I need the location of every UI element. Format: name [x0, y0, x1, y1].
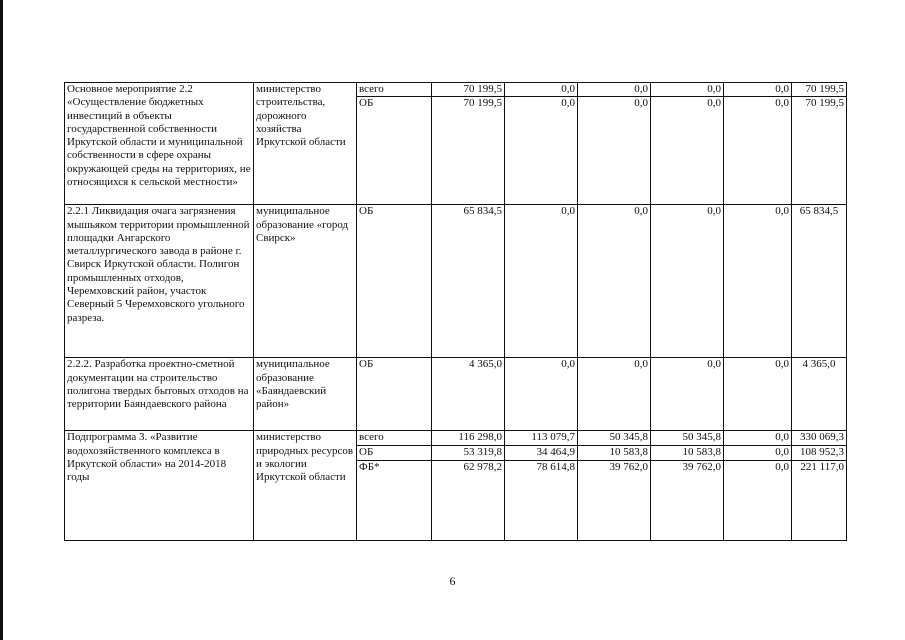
table-row: [65, 83, 847, 97]
value-cell: 50 345,8: [578, 431, 651, 445]
value-cell: 53 319,8: [432, 445, 505, 460]
value-cell: 34 464,9: [505, 445, 578, 460]
description-cell: 2.2.1 Ликвидация очага загрязнения мышьяком территории промышленной площадки Ангарского металлургического завода в районе г. Свирск Иркутской области. Полигон промышленных отходов, Черемховский район, участок Северный 5 Черемховского угольного разреза.: [65, 205, 254, 358]
value-cell: 70 199,5: [432, 83, 505, 97]
table-row: [65, 358, 847, 431]
budget-table: [64, 82, 847, 541]
value-cell: 116 298,0: [432, 431, 505, 445]
value-cell: 78 614,8: [505, 460, 578, 540]
value-cell: 0,0: [651, 358, 724, 431]
value-cell: 0,0: [724, 358, 792, 431]
funding-source-cell: ОБ: [357, 358, 432, 431]
value-cell: 4 365,0: [432, 358, 505, 431]
executor-cell: муниципальное образование «город Свирск»: [254, 205, 357, 358]
total-cell: 70 199,5: [792, 97, 847, 205]
value-cell: 0,0: [505, 83, 578, 97]
value-cell: 0,0: [651, 83, 724, 97]
value-cell: 0,0: [651, 205, 724, 358]
value-cell: 113 079,7: [505, 431, 578, 445]
total-cell: 4 365,0: [792, 358, 847, 431]
executor-cell: министерство строительства, дорожного хозяйства Иркутской области: [254, 83, 357, 205]
value-cell: 0,0: [578, 97, 651, 205]
page-left-edge: [0, 0, 3, 640]
value-cell: 0,0: [651, 97, 724, 205]
executor-cell: министерство природных ресурсов и экологии Иркутской области: [254, 431, 357, 540]
value-cell: 0,0: [724, 445, 792, 460]
value-cell: 0,0: [724, 460, 792, 540]
page-number: 6: [449, 574, 456, 588]
value-cell: 0,0: [724, 205, 792, 358]
total-cell: 108 952,3: [792, 445, 847, 460]
value-cell: 0,0: [505, 97, 578, 205]
value-cell: 10 583,8: [651, 445, 724, 460]
executor-cell: муниципальное образование «Баяндаевский район»: [254, 358, 357, 431]
total-cell: 65 834,5: [792, 205, 847, 358]
funding-source-cell: ОБ: [357, 205, 432, 358]
value-cell: 10 583,8: [578, 445, 651, 460]
funding-source-cell: ОБ: [357, 445, 432, 460]
value-cell: 0,0: [505, 358, 578, 431]
value-cell: 0,0: [578, 83, 651, 97]
value-cell: 65 834,5: [432, 205, 505, 358]
value-cell: 39 762,0: [651, 460, 724, 540]
description-cell: 2.2.2. Разработка проектно-сметной документации на строительство полигона твердых бытовых отходов на территории Баяндаевского района: [65, 358, 254, 431]
value-cell: 0,0: [505, 205, 578, 358]
description-cell: Основное мероприятие 2.2 «Осуществление бюджетных инвестиций в объекты государственной собственности Иркутской области и муниципальной собственности в сфере охраны окружающей среды на территориях, не относящихся к сельской местности»: [65, 83, 254, 205]
value-cell: 0,0: [578, 358, 651, 431]
value-cell: 50 345,8: [651, 431, 724, 445]
value-cell: 0,0: [578, 205, 651, 358]
funding-source-cell: ФБ*: [357, 460, 432, 540]
value-cell: 39 762,0: [578, 460, 651, 540]
value-cell: 0,0: [724, 431, 792, 445]
description-cell: Подпрограмма 3. «Развитие водохозяйственного комплекса в Иркутской области» на 2014-2018 годы: [65, 431, 254, 540]
value-cell: 62 978,2: [432, 460, 505, 540]
table-row: [65, 431, 847, 445]
funding-source-cell: всего: [357, 431, 432, 445]
funding-source-cell: всего: [357, 83, 432, 97]
value-cell: 70 199,5: [432, 97, 505, 205]
total-cell: 70 199,5: [792, 83, 847, 97]
value-cell: 0,0: [724, 83, 792, 97]
table-row: [65, 205, 847, 358]
total-cell: 330 069,3: [792, 431, 847, 445]
funding-source-cell: ОБ: [357, 97, 432, 205]
total-cell: 221 117,0: [792, 460, 847, 540]
value-cell: 0,0: [724, 97, 792, 205]
